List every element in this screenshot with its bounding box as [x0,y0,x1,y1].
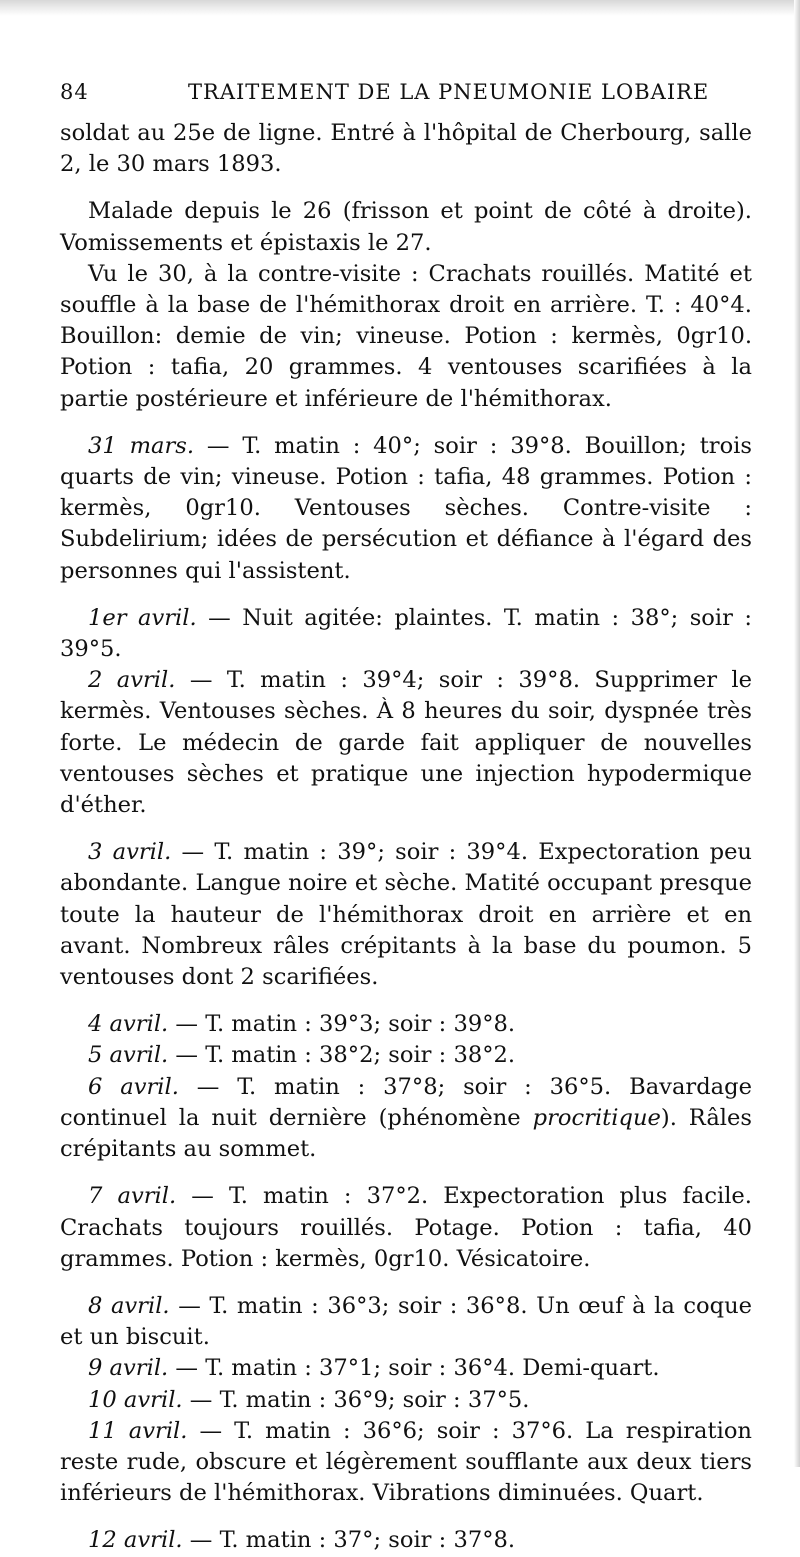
entry-5-avril [60,1040,752,1071]
entry-31-mars [60,431,752,587]
entry-date: 6 avril. [88,1073,179,1100]
entry-text: — T. matin : 36°3; soir : 36°8. Un œuf à la coque et un biscuit. [60,1292,753,1351]
book-page [60,80,752,1557]
body-text [60,118,752,1557]
paragraph-history: Malade depuis le 26 (frisson et point de côté à droite). Vomissements et épistaxis le 27. [60,198,752,256]
entry-date: 8 avril. [88,1292,170,1319]
entry-text: — Nuit agitée: plaintes. T. matin : 38°; soir : 39°5. [60,604,752,663]
scan-top-edge [0,0,800,16]
entry-text-continued: ). Râles crépitants au sommet. [60,1104,752,1163]
paragraph-admission: soldat au 25e de ligne. Entré à l'hôpital de Cherbourg, salle 2, le 30 mars 1893. [60,120,752,178]
scan-right-edge [794,0,800,1467]
entry-date: 4 avril. [88,1011,169,1038]
entry-10-avril [60,1385,752,1416]
entry-8-avril [60,1291,752,1353]
entry-date: 9 avril. [88,1355,169,1382]
entry-7-avril [60,1181,752,1275]
entry-date: 10 avril. [88,1386,183,1413]
entry-1-avril [60,603,752,665]
entry-italic-term: procritique [532,1104,661,1131]
entry-12-avril [60,1525,752,1556]
entry-4-avril [60,1009,752,1040]
entry-text: — T. matin : 37°2. Expectoration plus facile. Crachats toujours rouillés. Potage. Potion : tafia, 40 grammes. Potion : kermès, 0gr10. Vésicatoire. [60,1183,752,1272]
entry-text: — T. matin : 39°4; soir : 39°8. Supprimer le kermès. Ventouses sèches. À 8 heures du soir, dyspnée très forte. Le médecin de garde fait appliquer de nouvelles ventouses sèches et pratique une injection hypodermique d'éther. [60,667,752,819]
entry-date: 1er avril. [88,604,197,631]
entry-text: — T. matin : 36°9; soir : 37°5. [189,1386,530,1413]
entry-text: — T. matin : 37°; soir : 37°8. [189,1527,516,1554]
entry-date: 7 avril. [88,1183,177,1210]
entry-text: — T. matin : 40°; soir : 39°8. Bouillon; trois quarts de vin; vineuse. Potion : tafia, 48 grammes. Potion : kermès, 0gr10. Ventouses sèches. Contre-visite : Subdelirium; idées de persécution et défiance à l'égard des personnes qui l'assistent. [60,432,752,584]
running-title: TRAITEMENT DE LA PNEUMONIE LOBAIRE [188,80,710,104]
entry-text: — T. matin : 36°6; soir : 37°6. La respiration reste rude, obscure et légèrement soufflante aux deux tiers inférieurs de l'hémithorax. Vibrations diminuées. Quart. [60,1417,752,1507]
page-header [60,80,752,118]
entry-text: — T. matin : 37°8; soir : 36°5. Bavardage continuel la nuit dernière (phénomène [60,1073,752,1131]
entry-text: — T. matin : 37°1; soir : 36°4. Demi-quart. [175,1355,660,1382]
entry-date: 11 avril. [88,1417,188,1444]
entry-date: 3 avril. [88,839,172,866]
entry-text: — T. matin : 38°2; soir : 38°2. [175,1042,516,1069]
entry-text: — T. matin : 39°; soir : 39°4. Expectoration peu abondante. Langue noire et sèche. Matité occupant presque toute la hauteur de l'hémithorax droit en arrière et en avant. Nombreux râles crépitants à la base du poumon. 5 ventouses dont 2 scarifiées. [60,839,752,991]
entry-2-avril [60,665,752,821]
entry-6-avril [60,1072,752,1166]
page-number: 84 [60,80,89,104]
entry-date: 5 avril. [88,1042,169,1069]
entry-11-avril [60,1416,752,1510]
entry-text: — T. matin : 39°3; soir : 39°8. [175,1011,516,1038]
entry-date: 2 avril. [88,667,176,694]
entry-date: 31 mars. [88,432,195,459]
entry-9-avril [60,1353,752,1384]
entry-3-avril [60,837,752,993]
paragraph-first-visit: Vu le 30, à la contre-visite : Crachats rouillés. Matité et souffle à la base de l'hémithorax droit en arrière. T. : 40°4. Bouillon: demie de vin; vineuse. Potion : kermès, 0gr10. Potion : tafia, 20 grammes. 4 ventouses scarifiées à la partie postérieure et inférieure de l'hémithorax. [60,260,752,412]
entry-date: 12 avril. [88,1527,183,1554]
